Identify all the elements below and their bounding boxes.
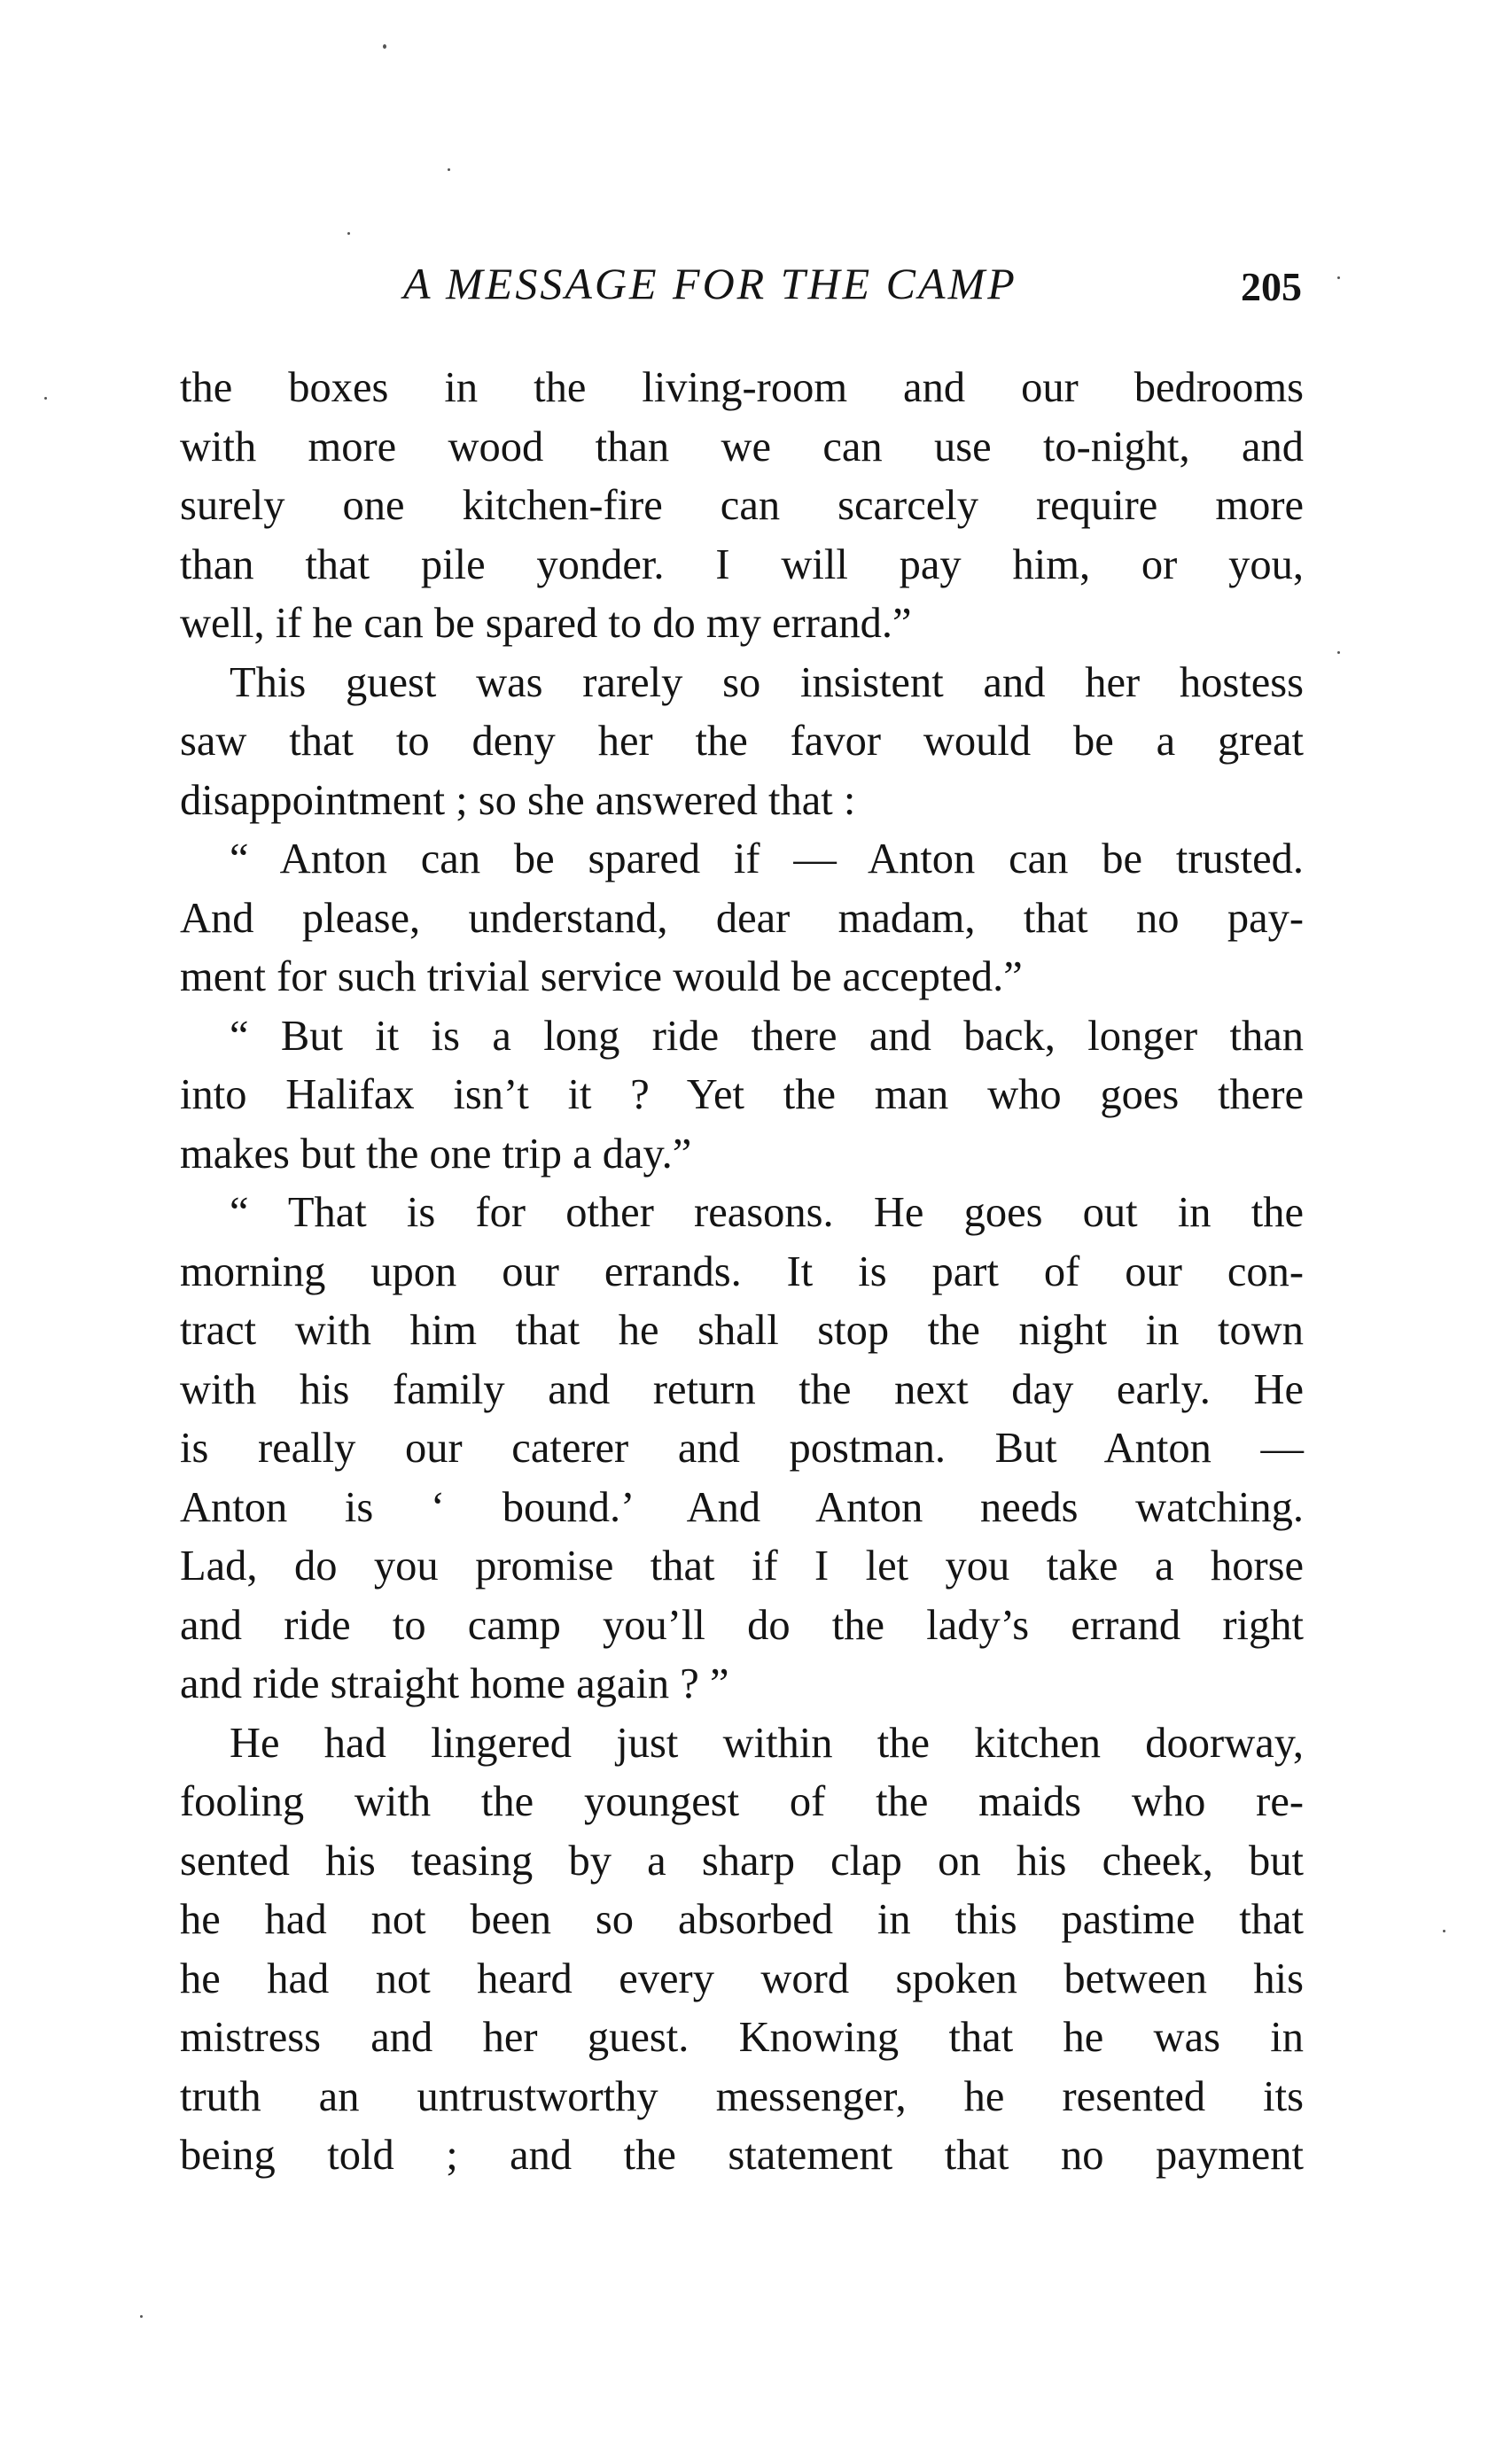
text-line: mistress and her guest. Knowing that he was in	[180, 2014, 1304, 2061]
scan-speck	[140, 2315, 143, 2318]
text-line: than that pile yonder. I will pay him, or you,	[180, 540, 1304, 588]
text-line: he had not heard every word spoken between his	[180, 1955, 1304, 2002]
scan-speck	[347, 232, 350, 235]
scan-speck	[1443, 1930, 1445, 1932]
text-line: “ But it is a long ride there and back, longer than	[230, 1012, 1304, 1060]
text-line: Lad, do you promise that if I let you take a horse	[180, 1543, 1304, 1590]
text-line: fooling with the youngest of the maids who re-	[180, 1778, 1304, 1825]
text-line: he had not been so absorbed in this pastime that	[180, 1896, 1304, 1943]
text-line: the boxes in the living-room and our bedrooms	[180, 364, 1304, 411]
scan-speck	[448, 168, 450, 171]
text-line: saw that to deny her the favor would be a great	[180, 718, 1304, 765]
text-line: with his family and return the next day early. He	[180, 1365, 1304, 1413]
text-line: and ride straight home again ? ”	[180, 1660, 729, 1707]
text-line: He had lingered just within the kitchen doorway,	[230, 1719, 1304, 1767]
text-line: with more wood than we can use to-night, and	[180, 423, 1304, 470]
text-line: And please, understand, dear madam, that no pay-	[180, 894, 1304, 942]
text-line: and ride to camp you’ll do the lady’s errand right	[180, 1601, 1304, 1649]
text-line: This guest was rarely so insistent and her hostess	[230, 658, 1304, 706]
text-line: sented his teasing by a sharp clap on his cheek, but	[180, 1837, 1304, 1885]
text-line: ment for such trivial service would be accepted.”	[180, 953, 1023, 1000]
running-header	[0, 257, 1488, 310]
text-line: into Halifax isn’t it ? Yet the man who goes there	[180, 1071, 1304, 1118]
scan-speck	[1337, 651, 1340, 654]
body-text	[180, 359, 1304, 2186]
scan-speck	[383, 44, 386, 49]
running-title: A MESSAGE FOR THE CAMP	[403, 259, 1017, 308]
text-line: “ That is for other reasons. He goes out in the	[230, 1189, 1304, 1236]
text-line: being told ; and the statement that no payment	[180, 2132, 1304, 2179]
scan-speck	[44, 397, 47, 400]
text-line: tract with him that he shall stop the night in town	[180, 1307, 1304, 1354]
text-line: truth an untrustworthy messenger, he resented its	[180, 2072, 1304, 2120]
text-line: “ Anton can be spared if — Anton can be trusted.	[230, 836, 1304, 882]
text-line: disappointment ; so she answered that :	[180, 776, 856, 824]
text-line: Anton is ‘ bound.’ And Anton needs watching.	[180, 1483, 1304, 1531]
text-line: is really our caterer and postman. But Anton —	[180, 1425, 1304, 1472]
text-line: well, if he can be spared to do my errand.”	[180, 600, 912, 647]
text-line: makes but the one trip a day.”	[180, 1130, 692, 1178]
text-line: surely one kitchen-fire can scarcely require more	[180, 482, 1304, 529]
page-number: 205	[1241, 264, 1302, 309]
text-line: morning upon our errands. It is part of our con-	[180, 1248, 1304, 1295]
scan-speck	[1337, 276, 1340, 279]
